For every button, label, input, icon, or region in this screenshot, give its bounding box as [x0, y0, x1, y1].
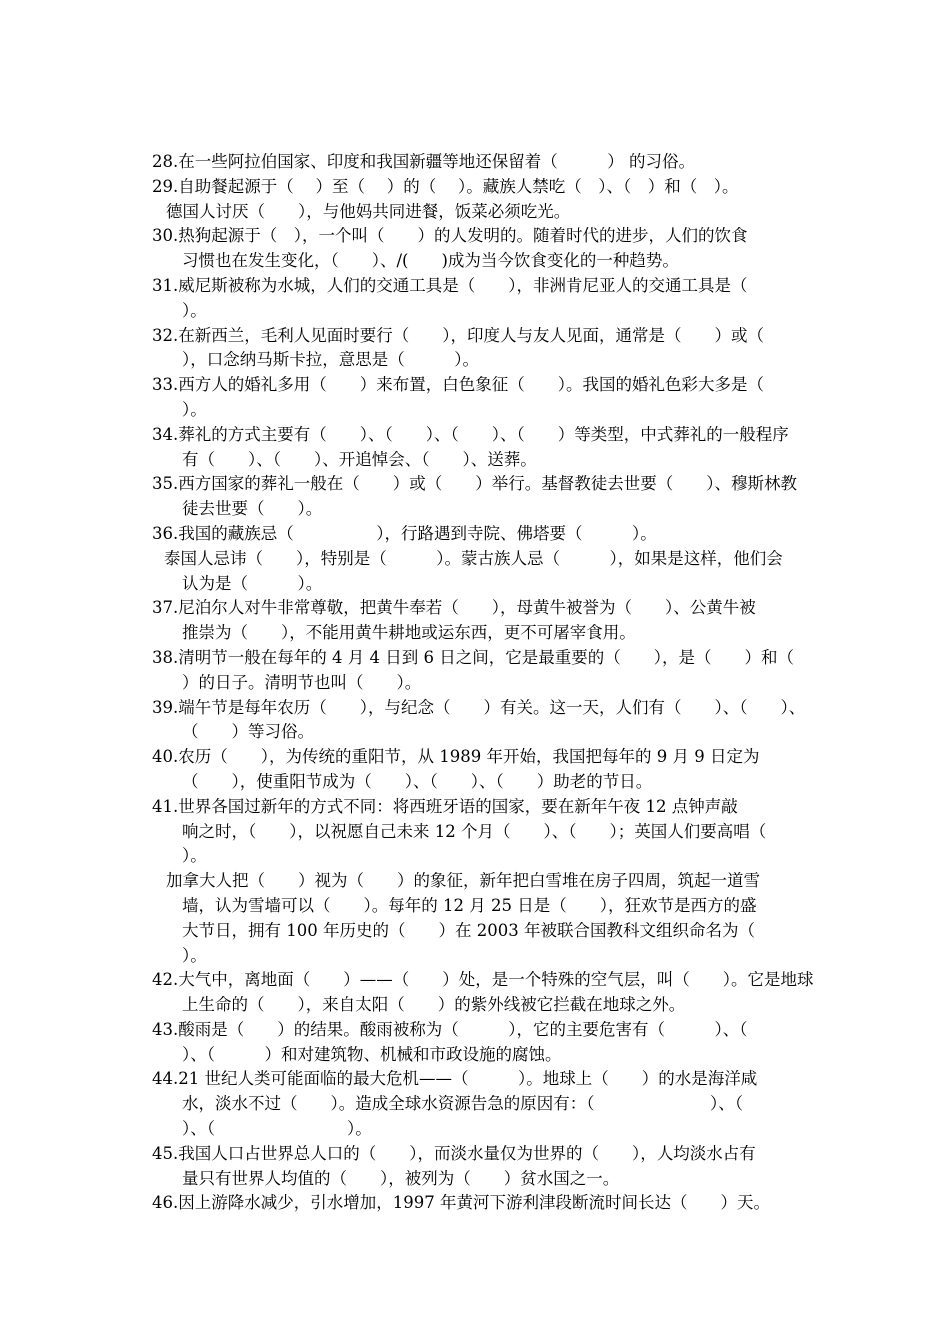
question-31-line-1: 31.威尼斯被称为水城，人们的交通工具是（ ），非洲肯尼亚人的交通工具是（ [152, 275, 748, 295]
question-30-line-2: 习惯也在发生变化，（ ）、/( )成为当今饮食变化的一种趋势。 [182, 251, 679, 271]
question-40-line-2: （ ），使重阳节成为（ ）、（ ）、（ ）助老的节日。 [182, 771, 653, 791]
question-34-line-2: 有（ ）、（ ）、开追悼会、（ ）、送葬。 [182, 449, 537, 469]
question-41-line-1: 41.世界各国过新年的方式不同：将西班牙语的国家，要在新年午夜 12 点钟声敲 [152, 796, 738, 816]
question-39-line-1: 39.端午节是每年农历（ ），与纪念（ ）有关。这一天，人们有（ ）、（ ）、 [152, 697, 806, 717]
question-40-line-1: 40.农历（ ），为传统的重阳节，从 1989 年开始，我国把每年的 9 月 9 日定为 [152, 747, 760, 767]
question-39-line-2: （ ）等习俗。 [182, 722, 314, 742]
question-37-line-1: 37.尼泊尔人对牛非常尊敬，把黄牛奉若（ ），母黄牛被誉为（ ）、公黄牛被 [152, 598, 756, 618]
question-41b-line-2: 墙，认为雪墙可以（ ）。每年的 12 月 25 日是（ ），狂欢节是西方的盛 [182, 895, 757, 915]
question-43-line-1: 43.酸雨是（ ）的结果。酸雨被称为（ ），它的主要危害有（ ）、（ [152, 1019, 748, 1039]
question-41-line-3: ）。 [182, 846, 207, 866]
question-31-line-2: ）。 [182, 300, 207, 320]
question-38-line-1: 38.清明节一般在每年的 4 月 4 日到 6 日之间，它是最重要的（ ），是（ ）和（ [152, 647, 794, 667]
document-page [152, 150, 812, 1216]
question-44-line-3: ）、（ ）。 [182, 1119, 372, 1139]
question-42-line-2: 上生命的（ ），来自太阳（ ）的紫外线被它拦截在地球之外。 [182, 995, 686, 1015]
question-42-line-1: 42.大气中，离地面（ ）——（ ）处，是一个特殊的空气层，叫（ ）。它是地球 [152, 970, 814, 990]
question-33-line-2: ）。 [182, 399, 207, 419]
question-34-line-1: 34.葬礼的方式主要有（ ）、（ ）、（ ）、（ ）等类型，中式葬礼的一般程序 [152, 424, 789, 444]
question-41b-line-4: ）。 [182, 945, 207, 965]
question-33-line-1: 33.西方人的婚礼多用（ ）来布置，白色象征（ ）。我国的婚礼色彩大多是（ [152, 375, 764, 395]
question-35-line-1: 35.西方国家的葬礼一般在（ ）或（ ）举行。基督教徒去世要（ ）、穆斯林教 [152, 474, 797, 494]
question-36b-line-1: 泰国人忌讳（ ），特别是（ ）。蒙古族人忌（ ），如果是这样，他们会 [164, 548, 783, 568]
question-43-line-2: ）、（ ）和对建筑物、机械和市政设施的腐蚀。 [182, 1044, 562, 1064]
question-44-line-1: 44.21 世纪人类可能面临的最大危机——（ ）。地球上（ ）的水是海洋咸 [152, 1069, 758, 1089]
question-45-line-1: 45.我国人口占世界总人口的（ ），而淡水量仅为世界的（ ），人均淡水占有 [152, 1143, 756, 1163]
question-35-line-2: 徒去世要（ ）。 [182, 499, 323, 519]
question-36b-line-2: 认为是（ ）。 [182, 573, 323, 593]
question-41b-line-1: 加拿大人把（ ）视为（ ）的象征，新年把白雪堆在房子四周，筑起一道雪 [166, 871, 760, 891]
question-29-line-1: 29.自助餐起源于（ ）至（ ）的（ ）。藏族人禁吃（ ）、（ ）和（ ）。 [152, 176, 739, 196]
question-29-line-2: 德国人讨厌（ ），与他妈共同进餐，饭菜必须吃光。 [166, 201, 571, 221]
question-38-line-2: ）的日子。清明节也叫（ ）。 [182, 672, 422, 692]
question-32-line-2: ），口念纳马斯卡拉，意思是（ ）。 [182, 350, 479, 370]
question-45-line-2: 量只有世界人均值的（ ），被列为（ ）贫水国之一。 [182, 1168, 620, 1188]
question-37-line-2: 推崇为（ ），不能用黄牛耕地或运东西，更不可屠宰食用。 [182, 623, 636, 643]
question-32-line-1: 32.在新西兰，毛利人见面时要行（ ），印度人与友人见面，通常是（ ）或（ [152, 325, 764, 345]
question-41b-line-3: 大节日，拥有 100 年历史的（ ）在 2003 年被联合国教科文组织命名为（ [182, 920, 755, 940]
question-28-line-1: 28.在一些阿拉伯国家、印度和我国新疆等地还保留着（ ） 的习俗。 [152, 152, 695, 171]
question-41-line-2: 响之时，（ ），以祝愿自己未来 12 个月（ ）、（ ）；英国人们要高唱（ [182, 821, 767, 841]
question-46-line-1: 46.因上游降水减少，引水增加，1997 年黄河下游利津段断流时间长达（ ）天。 [152, 1193, 770, 1213]
question-30-line-1: 30.热狗起源于（ ），一个叫（ ）的人发明的。随着时代的进步，人们的饮食 [152, 226, 748, 246]
question-36-line-1: 36.我国的藏族忌（ ），行路遇到寺院、佛塔要（ ）。 [152, 523, 657, 543]
question-44-line-2: 水，淡水不过（ ）。造成全球水资源告急的原因有：（ ）、（ [182, 1094, 743, 1114]
